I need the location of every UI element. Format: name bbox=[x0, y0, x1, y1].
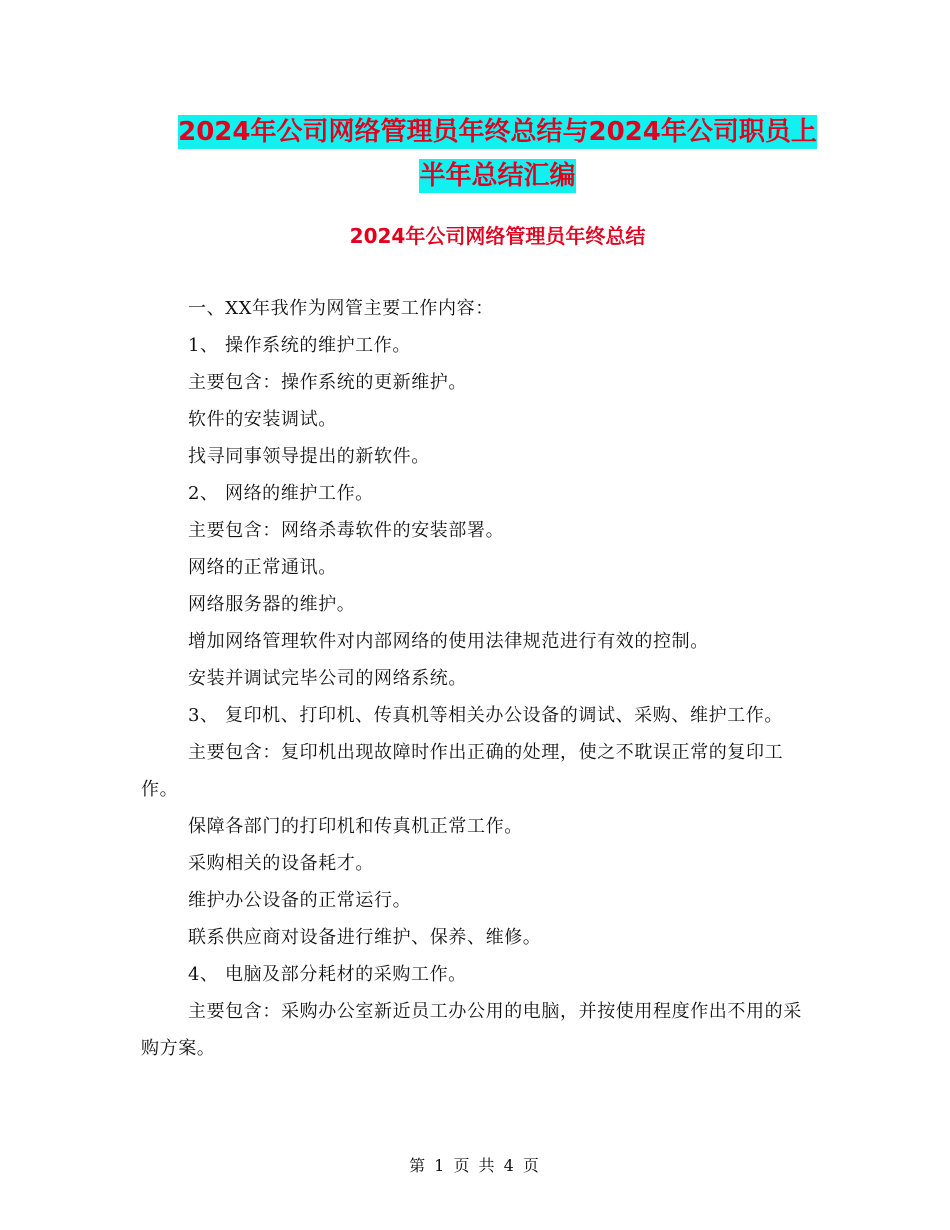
paragraph: 主要包含：操作系统的更新维护。 bbox=[188, 372, 467, 393]
paragraph: 增加网络管理软件对内部网络的使用法律规范进行有效的控制。 bbox=[188, 631, 709, 652]
paragraph: 主要包含：采购办公室新近员工办公用的电脑，并按使用程度作出不用的采购方案。 bbox=[141, 1001, 802, 1059]
paragraph: 网络服务器的维护。 bbox=[188, 594, 356, 615]
paragraph: 采购相关的设备耗才。 bbox=[188, 853, 374, 874]
paragraph: 找寻同事领导提出的新软件。 bbox=[188, 446, 430, 467]
paragraph: 一、XX年我作为网管主要工作内容： bbox=[188, 298, 494, 319]
paragraph: 联系供应商对设备进行维护、保养、维修。 bbox=[188, 927, 542, 948]
paragraph: 主要包含：网络杀毒软件的安装部署。 bbox=[188, 520, 505, 541]
page-number-footer: 第 1 页 共 4 页 bbox=[409, 1156, 541, 1175]
paragraph: 2、 网络的维护工作。 bbox=[188, 483, 374, 504]
paragraph: 4、 电脑及部分耗材的采购工作。 bbox=[188, 964, 467, 985]
document-title bbox=[140, 110, 855, 198]
paragraph: 主要包含：复印机出现故障时作出正确的处理，使之不耽误正常的复印工作。 bbox=[141, 742, 784, 800]
paragraph: 3、 复印机、打印机、传真机等相关办公设备的调试、采购、维护工作。 bbox=[188, 705, 783, 726]
paragraph: 保障各部门的打印机和传真机正常工作。 bbox=[188, 816, 523, 837]
document-title-line-2: 半年总结汇编 bbox=[419, 161, 576, 191]
paragraph: 1、 操作系统的维护工作。 bbox=[188, 335, 411, 356]
section-title: 2024年公司网络管理员年终总结 bbox=[349, 224, 646, 248]
paragraph: 网络的正常通讯。 bbox=[188, 557, 337, 578]
document-body bbox=[141, 290, 806, 1067]
paragraph: 安装并调试完毕公司的网络系统。 bbox=[188, 668, 467, 689]
document-title-line-1: 2024年公司网络管理员年终总结与2024年公司职员上 bbox=[178, 117, 817, 147]
paragraph: 维护办公设备的正常运行。 bbox=[188, 890, 412, 911]
paragraph: 软件的安装调试。 bbox=[188, 409, 337, 430]
